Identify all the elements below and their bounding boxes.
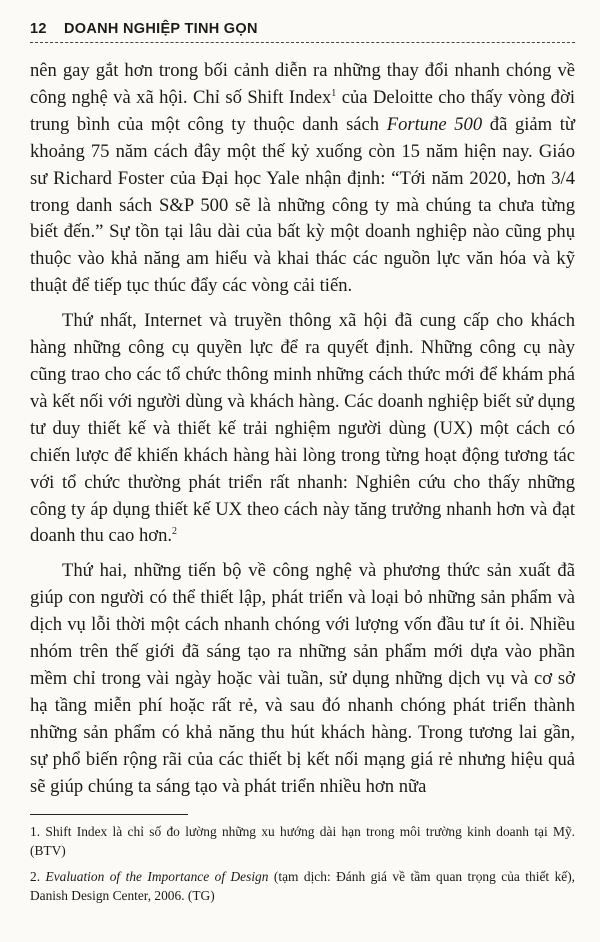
body-text bbox=[30, 58, 575, 800]
footnote-2-title: Evaluation of the Importance of Design bbox=[45, 869, 269, 884]
footnote-divider bbox=[30, 814, 188, 815]
paragraph-2: Thứ nhất, Internet và truyền thông xã hội đã cung cấp cho khách hàng những công cụ quyền lực để ra quyết định. Những công cụ này cũng trao cho các tổ chức thông minh những cách thức mới để khám phá và kết nối với người dùng và khách hàng. Các doanh nghiệp biết sử dụng tư duy thiết kế và thiết kế trải nghiệm người dùng (UX) một cách có chiến lược để khiến khách hàng hài lòng trong từng hoạt động tương tác với tổ chức thường phát triển rất nhanh: Nghiên cứu cho thấy những công ty áp dụng thiết kế UX theo cách này tăng trưởng nhanh hơn và đạt doanh thu cao hơn.$^2$ bbox=[30, 310, 575, 547]
footnote-1: 1. Shift Index là chỉ số đo lường những xu hướng dài hạn trong môi trường kinh doanh tại Mỹ. (BTV) bbox=[30, 824, 575, 858]
running-header bbox=[30, 18, 575, 43]
footnote-ref-1: 1 bbox=[331, 87, 337, 99]
footnote-ref-2: 2 bbox=[172, 526, 178, 538]
fortune-500-italic: Fortune 500 bbox=[386, 113, 483, 135]
running-title: DOANH NGHIỆP TINH GỌN bbox=[64, 21, 258, 37]
page-number: 12 bbox=[30, 21, 47, 37]
footnotes bbox=[30, 822, 575, 912]
footnote-2: 2. Evaluation of the Importance of Design (tạm dịch: Đánh giá về tầm quan trọng của thiết kế), Danish Design Center, 2006. (TG) bbox=[30, 869, 576, 903]
paragraph-3: Thứ hai, những tiến bộ về công nghệ và phương thức sản xuất đã giúp con người có thể thiết lập, phát triển và loại bỏ những sản phẩm và dịch vụ lỗi thời một cách nhanh chóng với lượng vốn đầu tư ít ỏi. Nhiều nhóm trên thế giới đã sáng tạo ra những sản phẩm mới dựa vào phần mềm chỉ trong vài ngày hoặc vài tuần, sử dụng những dịch vụ và cơ sở hạ tầng miễn phí hoặc rất rẻ, và sau đó nhanh chóng phát triển thành những sản phẩm có khả năng thu hút khách hàng. Trong tương lai gần, sự phổ biến rộng rãi của các thiết bị kết nối mạng giá rẻ nhưng hiệu quả sẽ giúp chúng ta sáng tạo và phát triển nhiều hơn nữa bbox=[30, 560, 575, 797]
paragraph-1: nên gay gắt hơn trong bối cảnh diễn ra những thay đổi nhanh chóng về công nghệ và xã hội. Chỉ số Shift Index$^1$ của Deloitte cho thấy vòng đời trung bình của một công ty thuộc danh sách Fortune 500 đã giảm từ khoảng 75 năm cách đây một thế kỷ xuống còn 15 năm hiện nay. Giáo sư Richard Foster của Đại học Yale nhận định: “Tới năm 2020, hơn 3/4 trong danh sách S&P 500 sẽ là những công ty mà chúng ta chưa từng biết đến.” Sự tồn tại lâu dài của bất kỳ một doanh nghiệp nào cũng phụ thuộc vào khả năng am hiểu và khai thác các nguồn lực văn hóa và kỹ thuật để tiếp tục thúc đẩy các vòng cải tiến. bbox=[30, 60, 575, 297]
